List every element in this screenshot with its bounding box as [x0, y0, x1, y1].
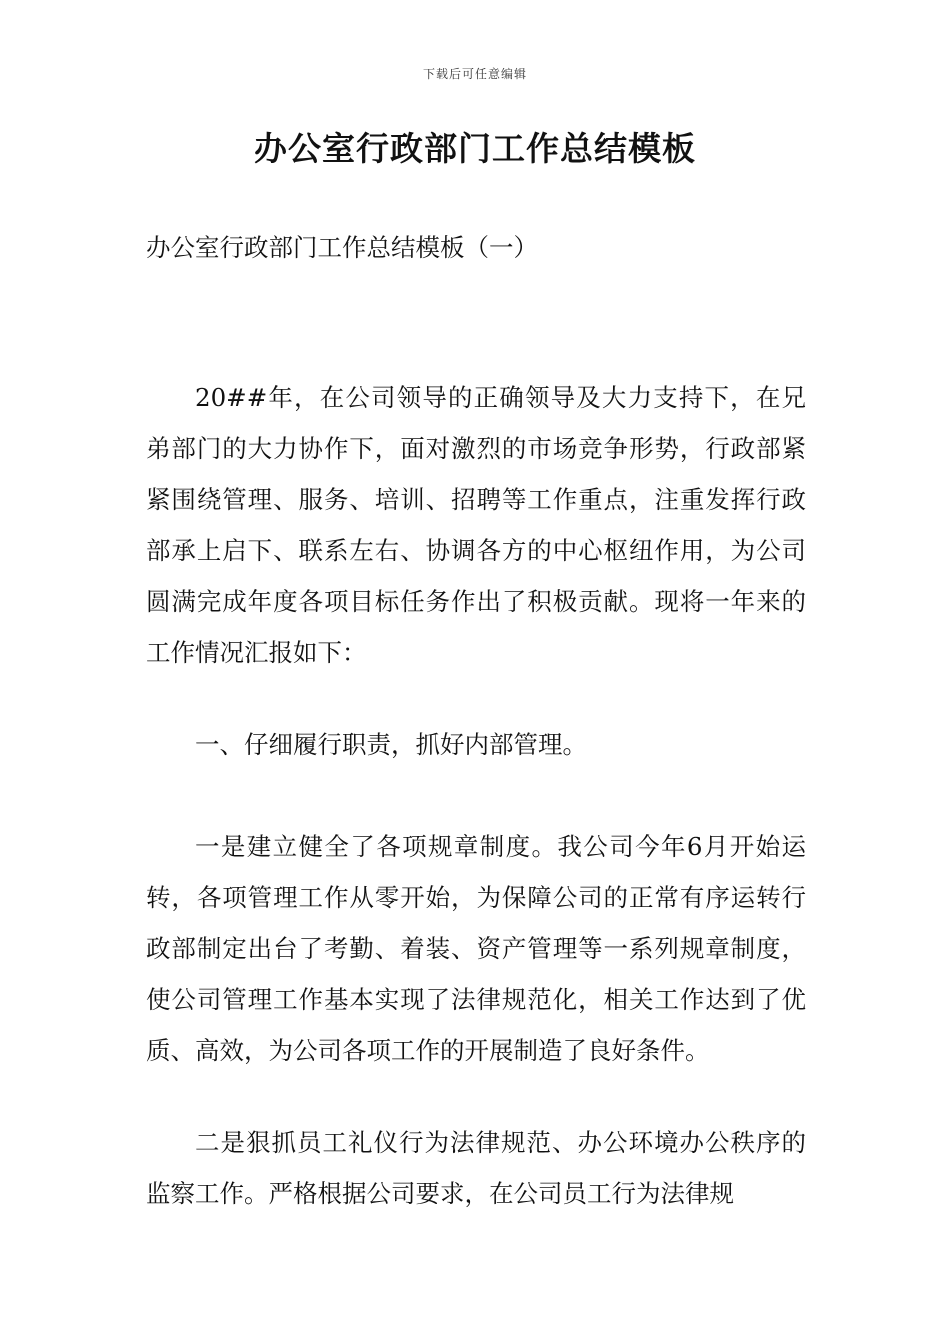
section-heading-1: 一、仔细履行职责，抓好内部管理。 [195, 730, 587, 759]
section-subtitle: 办公室行政部门工作总结模板（一） [146, 233, 538, 262]
paragraph-regulations: 一是建立健全了各项规章制度。我公司今年6月开始运转，各项管理工作从零开始，为保障公司的正常有序运转行政部制定出台了考勤、着装、资产管理等一系列规章制度，使公司管理工作基本实现了法律规范化，相关工作达到了优质、高效，为公司各项工作的开展制造了良好条件。 [146, 832, 806, 1065]
header-note: 下载后可任意编辑 [422, 67, 527, 81]
paragraph-intro: 20##年，在公司领导的正确领导及大力支持下，在兄弟部门的大力协作下，面对激烈的市场竞争形势，行政部紧紧围绕管理、服务、培训、招聘等工作重点，注重发挥行政部承上启下、联系左右、协调各方的中心枢纽作用，为公司圆满完成年度各项目标任务作出了积极贡献。现将一年来的工作情况汇报如下： [146, 383, 806, 667]
paragraph-conduct: 二是狠抓员工礼仪行为法律规范、办公环境办公秩序的监察工作。严格根据公司要求，在公司员工行为法律规 [146, 1128, 806, 1208]
document-title: 办公室行政部门工作总结模板 [254, 129, 696, 168]
